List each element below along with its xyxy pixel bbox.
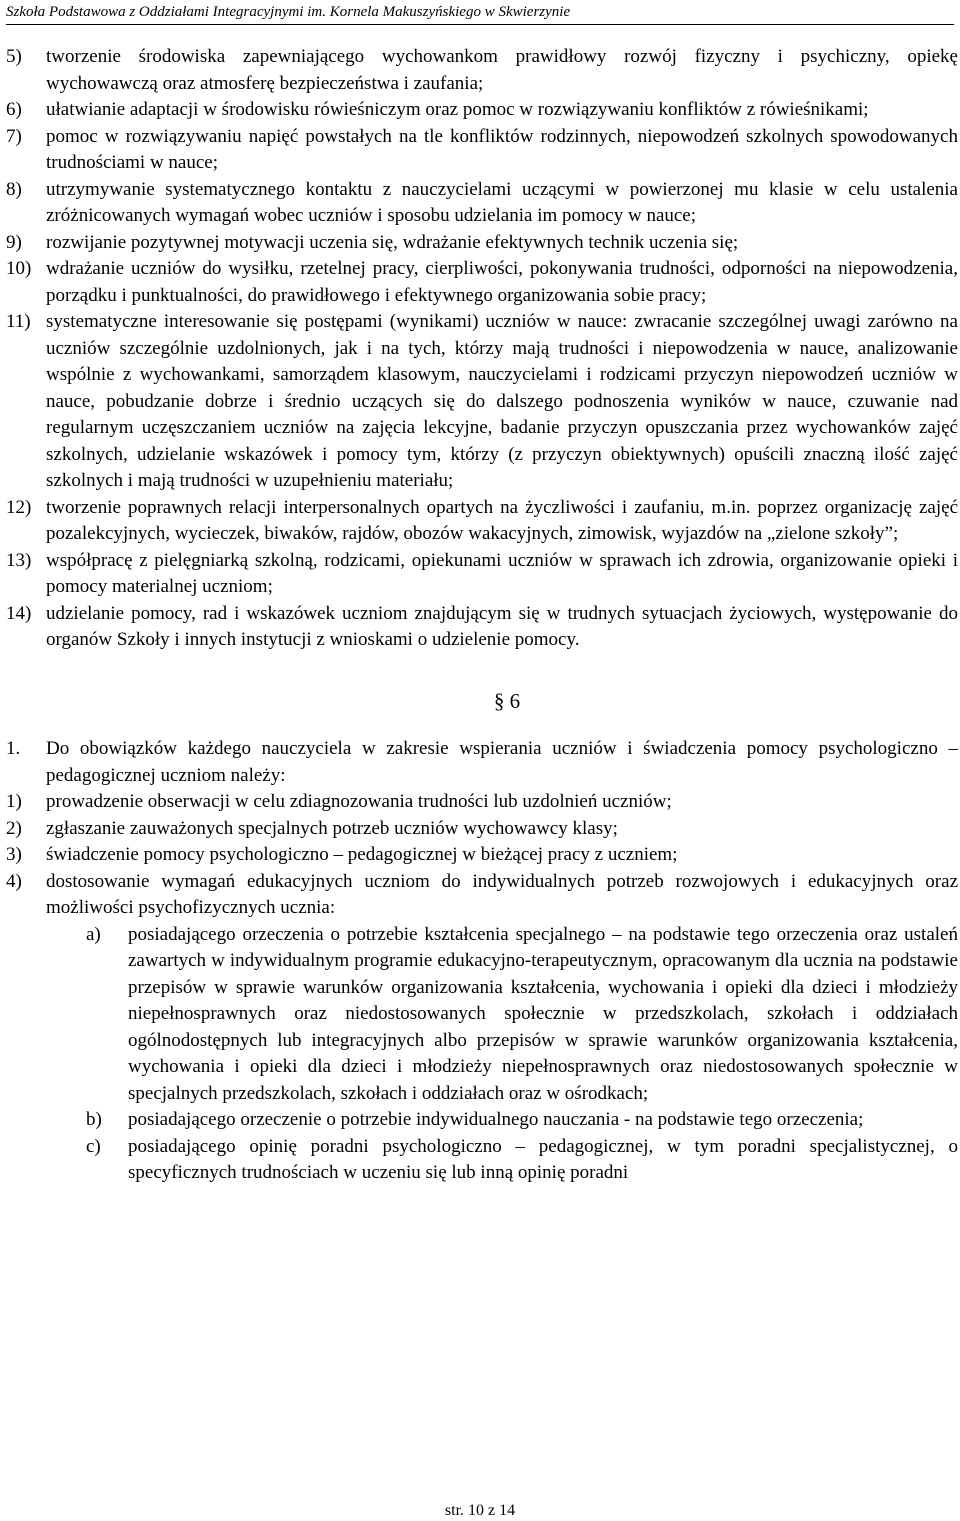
list-item-text: udzielanie pomocy, rad i wskazówek uczniom znajdującym się w trudnych sytuacjach życiowych, występowanie do organów Szkoły i innych instytucji z wnioskami o udzielenie pomocy.: [46, 602, 958, 650]
sub-list-item-text: posiadającego orzeczenia o potrzebie kształcenia specjalnego – na podstawie tego orzeczenia oraz ustaleń zawartych w indywidualnym programie edukacyjno-terapeutycznym, opracowanym dla ucznia na podstawie przepisów w sprawie warunków organizowania kształcenia, wychowania i opieki dla dzieci i młodzieży niepełnosprawnych oraz niedostosowanych społecznie w przedszkolach, szkołach i oddziałach ogólnodostępnych lub integracyjnych albo przepisów w sprawie warunków organizowania kształcenia, wychowania i opieki dla dzieci i młodzieży niepełnosprawnych oraz niedostosowanych społecznie w specjalnych przedszkolach, szkołach i oddziałach oraz w ośrodkach;: [128, 923, 958, 1104]
list-item: [6, 256, 958, 309]
list-item: [6, 177, 958, 230]
paragraph: [6, 736, 958, 789]
section-heading: § 6: [493, 688, 521, 713]
list-item-number: 2): [6, 817, 22, 839]
sub-list-item: [86, 1107, 958, 1134]
list-item-number: 9): [6, 231, 22, 253]
sub-list: [86, 922, 958, 1187]
list-item-text: wdrażanie uczniów do wysiłku, rzetelnej pracy, cierpliwości, pokonywania trudności, odporności na niepowodzenia, porządku i punktualności, do prawidłowego i efektywnego organizowania sobie pracy;: [46, 258, 958, 306]
duties-list-top: [6, 44, 958, 654]
document-body: [6, 44, 958, 1187]
list-item: [6, 44, 958, 97]
sub-list-item-letter: a): [86, 923, 101, 945]
list-item-text: współpracę z pielęgniarką szkolną, rodzicami, opiekunami uczniów w sprawach ich zdrowia, organizowanie opieki i pomocy materialnej uczniom;: [46, 549, 958, 597]
list-item-text: pomoc w rozwiązywaniu napięć powstałych na tle konfliktów rodzinnych, niepowodzeń szkolnych spowodowanych trudnościami w nauce;: [46, 125, 958, 173]
list-item-number: 7): [6, 125, 22, 147]
list-item-number: 14): [6, 602, 32, 624]
list-item-number: 12): [6, 496, 32, 518]
list-item: [6, 495, 958, 548]
list-item: [6, 869, 958, 922]
list-item: [6, 97, 958, 124]
list-item-text: utrzymywanie systematycznego kontaktu z nauczycielami uczącymi w powierzonej mu klasie w celu ustalenia zróżnicowanych wymagań wobec uczniów i sposobu udzielania im pomocy w nauce;: [46, 178, 958, 226]
list-item: [6, 309, 958, 495]
list-item-number: 11): [6, 311, 31, 332]
list-item-number: 4): [6, 870, 22, 892]
list-item-number: 6): [6, 99, 22, 120]
paragraph-text: Do obowiązków każdego nauczyciela w zakresie wspierania uczniów i świadczenia pomocy psychologiczno – pedagogicznej uczniom należy:: [46, 738, 958, 786]
list-item-number: 3): [6, 844, 22, 865]
list-item-text: ułatwianie adaptacji w środowisku rówieśniczym oraz pomoc w rozwiązywaniu konfliktów z rówieśnikami;: [46, 99, 869, 120]
list-item: [6, 548, 958, 601]
list-item-text: tworzenie poprawnych relacji interpersonalnych opartych na życzliwości i zaufaniu, m.in. poprzez organizację zajęć pozalekcyjnych, wycieczek, biwaków, rajdów, obozów wakacyjnych, zimowisk, wyjazdów na „zielone szkoły”;: [46, 496, 958, 544]
list-item-text: rozwijanie pozytywnej motywacji uczenia się, wdrażanie efektywnych technik uczenia się;: [46, 231, 739, 253]
list-item: [6, 789, 958, 816]
list-item: [6, 816, 958, 843]
sub-list-item-letter: b): [86, 1109, 102, 1130]
list-item-text: dostosowanie wymagań edukacyjnych uczniom do indywidualnych potrzeb rozwojowych i edukacyjnych oraz możliwości psychofizycznych ucznia:: [46, 870, 958, 918]
sub-list-item: [86, 1134, 958, 1187]
sub-list-item-text: posiadającego opinię poradni psychologiczno – pedagogicznej, w tym poradni specjalistycznej, o specyficznych trudnościach w uczeniu się lub inną opinię poradni: [128, 1135, 958, 1183]
list-item-number: 8): [6, 178, 22, 200]
list-item-text: tworzenie środowiska zapewniającego wychowankom prawidłowy rozwój fizyczny i psychiczny, opiekę wychowawczą oraz atmosferę bezpieczeństwa i zaufania;: [46, 46, 958, 94]
list-item-number: 1): [6, 791, 22, 812]
list-item-text: prowadzenie obserwacji w celu zdiagnozowania trudności lub uzdolnień uczniów;: [46, 791, 672, 812]
list-item: [6, 601, 958, 654]
list-item: [6, 230, 958, 257]
page-number: str. 10 z 14: [444, 1502, 516, 1519]
sub-list-item-text: posiadającego orzeczenie o potrzebie indywidualnego nauczania - na podstawie tego orzeczenia;: [128, 1109, 864, 1130]
list-item: [6, 124, 958, 177]
duties-list-bottom: [6, 789, 958, 922]
list-item-number: 13): [6, 549, 32, 571]
list-item-number: 10): [6, 258, 32, 279]
school-name: Szkoła Podstawowa z Oddziałami Integracyjnymi im. Kornela Makuszyńskiego w Skwierzynie: [6, 4, 571, 20]
list-item-number: 5): [6, 46, 22, 67]
page-footer: [0, 1502, 960, 1520]
list-item-text: systematyczne interesowanie się postępami (wynikami) uczniów w nauce: zwracanie szczególnej uwagi zarówno na uczniów szczególnie uzdolnionych, jak i na tych, którzy mają trudności i niepowodzenia w nauce, analizowanie wspólnie z wychowankami, samorządem klasowym, nauczycielami i rodzicami przyczyn niepowodzeń uczniów w nauce, pobudzanie dobrze i średnio uczących się do dalszego podnoszenia wyników w nauce, czuwanie nad regularnym uczęszczaniem uczniów na zajęcia lekcyjne, badanie przyczyn opuszczania przez wychowanków zajęć szkolnych, udzielanie wskazówek i pomocy tym, którzy (z przyczyn obiektywnych) opuścili znaczną ilość zajęć szkolnych i mają trudności w uzupełnieniu materiału;: [46, 311, 958, 491]
list-item-text: świadczenie pomocy psychologiczno – pedagogicznej w bieżącej pracy z uczniem;: [46, 844, 678, 865]
list-item: [6, 842, 958, 869]
paragraph-number: 1.: [6, 738, 21, 759]
sub-list-item: [86, 922, 958, 1108]
sub-list-item-letter: c): [86, 1135, 101, 1157]
list-item-text: zgłaszanie zauważonych specjalnych potrzeb uczniów wychowawcy klasy;: [46, 817, 618, 839]
page-header: [6, 2, 954, 25]
